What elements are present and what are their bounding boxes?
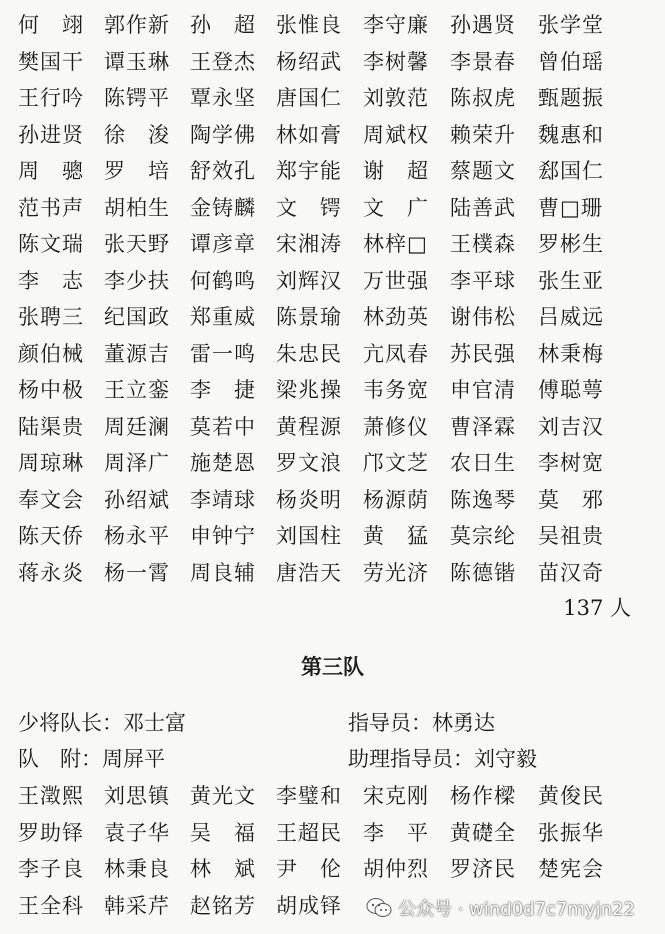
roster-name: 袁子华 [104, 820, 170, 845]
roster-row [18, 816, 638, 850]
roster-name: 林劲英 [363, 305, 429, 329]
roster-name: 金铸麟 [190, 195, 256, 220]
roster-name: 莫宗纶 [450, 524, 516, 548]
roster-name: 陈逸琴 [450, 487, 516, 512]
roster-name: 吴 福 [190, 820, 256, 845]
roster-row [18, 556, 638, 590]
total-count: 137 人 [563, 596, 631, 620]
roster-name: 杨作樑 [450, 784, 516, 808]
roster-name: 林梓□ [363, 232, 428, 256]
roster-row [18, 410, 638, 444]
roster-row [18, 45, 638, 79]
roster-name: 唐国仁 [276, 86, 342, 110]
roster-name: 纪国政 [104, 305, 170, 329]
roster-row [18, 154, 638, 188]
roster-name: 黄光文 [190, 784, 256, 808]
roster-name: 何鹤鸣 [190, 268, 256, 293]
roster-row [18, 852, 638, 886]
roster-name: 张聘三 [18, 305, 84, 329]
roster-name: 李 志 [18, 268, 84, 293]
roster-row [18, 519, 638, 553]
roster-name: 曹□珊 [538, 195, 603, 220]
roster-name: 郑宇能 [276, 159, 342, 183]
roster-name: 甄题振 [538, 86, 604, 110]
roster-name: 林秉良 [104, 857, 170, 881]
roster-name: 王全科 [18, 893, 84, 918]
roster-name: 劳光济 [363, 560, 429, 585]
roster-row [18, 483, 638, 517]
roster-name: 刘吉汉 [538, 414, 604, 439]
roster-name: 宋克刚 [363, 784, 429, 808]
roster-name: 王立銮 [104, 378, 170, 402]
roster-name: 范书声 [18, 195, 84, 220]
roster-name: 孙 超 [190, 13, 256, 37]
roster-name: 李靖球 [190, 487, 256, 512]
roster-name: 亢凤春 [363, 341, 429, 366]
roster-name: 张天野 [104, 232, 170, 256]
section-title: 第三队 [301, 655, 364, 679]
roster-name: 傅聪萼 [538, 378, 604, 402]
roster-name: 孙进贤 [18, 122, 84, 147]
roster-name: 陆善武 [450, 195, 516, 220]
roster-name: 尹 伦 [276, 857, 342, 881]
officer-assistant-instructor: 助理指导员：刘守毅 [348, 747, 537, 771]
roster-name: 邝文芝 [363, 451, 429, 475]
roster-name: 陶学佛 [190, 122, 256, 147]
roster-name: 周 骢 [18, 159, 84, 183]
roster-name: 林秉梅 [538, 341, 604, 366]
roster-name: 张惟良 [276, 13, 342, 37]
roster-name: 李 捷 [190, 378, 256, 402]
roster-name: 徐 浚 [104, 122, 170, 147]
watermark-text: 公众号 · wind0d7c7myjn22 [398, 899, 635, 920]
roster-row [18, 373, 638, 407]
watermark [366, 890, 656, 926]
roster-name: 罗彬生 [538, 232, 604, 256]
roster-row [18, 779, 638, 813]
roster-name: 周斌权 [363, 122, 429, 147]
roster-name: 颜伯械 [18, 341, 84, 366]
roster-name: 莫若中 [190, 414, 256, 439]
roster-row [18, 118, 638, 152]
roster-name: 魏惠和 [538, 122, 604, 147]
roster-name: 陈文瑞 [18, 232, 84, 256]
roster-name: 胡仲烈 [363, 857, 429, 881]
roster-row [18, 81, 638, 115]
roster-name: 吕威远 [538, 305, 604, 329]
roster-name: 韩采芹 [104, 893, 170, 918]
roster-name: 周泽广 [104, 451, 170, 475]
roster-name: 刘思镇 [104, 784, 170, 808]
roster-name: 农日生 [450, 451, 516, 475]
roster-name: 雷一鸣 [190, 341, 256, 366]
roster-name: 林如膏 [276, 122, 342, 147]
roster-name: 谢 超 [363, 159, 429, 183]
roster-name: 杨一霄 [104, 560, 170, 585]
wechat-icon [366, 897, 392, 919]
roster-name: 曾伯瑶 [538, 49, 604, 74]
roster-name: 文 广 [363, 195, 429, 220]
roster-name: 韦务宽 [363, 378, 429, 402]
roster-name: 郄国仁 [538, 159, 604, 183]
roster-name: 王樸森 [450, 232, 516, 256]
roster-name: 施楚恩 [190, 451, 256, 475]
roster-name: 张生亚 [538, 268, 604, 293]
officer-leader: 少将队长：邓士富 [18, 711, 186, 735]
roster-name: 万世强 [363, 268, 429, 293]
roster-name: 苗汉奇 [538, 560, 604, 585]
roster-name: 杨中极 [18, 378, 84, 402]
roster-row [18, 446, 638, 480]
roster-name: 林 斌 [190, 857, 256, 881]
roster-name: 蒋永炎 [18, 560, 84, 585]
roster-row [18, 300, 638, 334]
roster-row [18, 264, 638, 298]
roster-name: 孙绍斌 [104, 487, 170, 512]
roster-name: 董源吉 [104, 341, 170, 366]
roster-name: 陈叔虎 [450, 86, 516, 110]
roster-name: 王登杰 [190, 49, 256, 74]
roster-name: 朱忠民 [276, 341, 342, 366]
roster-name: 郭作新 [104, 13, 170, 37]
roster-name: 陆渠贵 [18, 414, 84, 439]
roster-name: 王行吟 [18, 86, 84, 110]
roster-name: 郑重威 [190, 305, 256, 329]
roster-name: 李少扶 [104, 268, 170, 293]
roster-name: 谭彦章 [190, 232, 256, 256]
roster-name: 张学堂 [538, 13, 604, 37]
roster-name: 罗文浪 [276, 451, 342, 475]
roster-name: 文 锷 [276, 195, 342, 220]
roster-name: 刘辉汉 [276, 268, 342, 293]
roster-name: 谢伟松 [450, 305, 516, 329]
roster-row [18, 191, 638, 225]
roster-name: 刘敦范 [363, 86, 429, 110]
roster-name: 李景春 [450, 49, 516, 74]
roster-name: 李树宽 [538, 451, 604, 475]
roster-row [18, 337, 638, 371]
roster-name: 陈锷平 [104, 86, 170, 110]
roster-name: 李守廉 [363, 13, 429, 37]
roster-row [18, 8, 638, 42]
roster-name: 刘国柱 [276, 524, 342, 548]
roster-name: 杨绍武 [276, 49, 342, 74]
roster-name: 楚宪会 [538, 857, 604, 881]
roster-name: 孙遇贤 [450, 13, 516, 37]
roster-name: 陈德锴 [450, 560, 516, 585]
roster-name: 舒效孔 [190, 159, 256, 183]
roster-name: 谭玉琳 [104, 49, 170, 74]
roster-name: 苏民强 [450, 341, 516, 366]
roster-name: 周琼琳 [18, 451, 84, 475]
roster-name: 胡成铎 [276, 893, 342, 918]
roster-name: 李璧和 [276, 784, 342, 808]
roster-name: 杨永平 [104, 524, 170, 548]
roster-name: 黄礎全 [450, 820, 516, 845]
roster-name: 申钟宁 [190, 524, 256, 548]
officer-instructor: 指导员：林勇达 [348, 711, 495, 735]
roster-name: 宋湘涛 [276, 232, 342, 256]
roster-name: 李子良 [18, 857, 84, 881]
roster-name: 陈天侨 [18, 524, 84, 548]
roster-name: 罗助铎 [18, 820, 84, 845]
roster-name: 梁兆操 [276, 378, 342, 402]
roster-name: 黄程源 [276, 414, 342, 439]
roster-name: 周良辅 [190, 560, 256, 585]
roster-name: 张振华 [538, 820, 604, 845]
roster-name: 罗 培 [104, 159, 170, 183]
roster-name: 杨炎明 [276, 487, 342, 512]
roster-name: 赵铭芳 [190, 893, 256, 918]
roster-name: 李平球 [450, 268, 516, 293]
roster-row [18, 227, 638, 261]
roster-name: 黄俊民 [538, 784, 604, 808]
roster-name: 王超民 [276, 820, 342, 845]
roster-name: 陈景瑜 [276, 305, 342, 329]
roster-name: 周廷澜 [104, 414, 170, 439]
roster-name: 樊国干 [18, 49, 84, 74]
roster-name: 吴祖贵 [538, 524, 604, 548]
roster-name: 黄 猛 [363, 524, 429, 548]
roster-name: 李 平 [363, 820, 429, 845]
roster-name: 杨源荫 [363, 487, 429, 512]
roster-name: 李树馨 [363, 49, 429, 74]
roster-name: 王澂熙 [18, 784, 84, 808]
roster-name: 唐浩天 [276, 560, 342, 585]
roster-name: 申官清 [450, 378, 516, 402]
roster-name: 曹泽霖 [450, 414, 516, 439]
roster-name: 蔡题文 [450, 159, 516, 183]
roster-name: 萧修仪 [363, 414, 429, 439]
roster-name: 赖荣升 [450, 122, 516, 147]
roster-name: 何 翊 [18, 13, 84, 37]
roster-name: 罗济民 [450, 857, 516, 881]
roster-name: 胡柏生 [104, 195, 170, 220]
roster-name: 奉文会 [18, 487, 84, 512]
roster-name: 莫 邪 [538, 487, 604, 512]
roster-name: 覃永坚 [190, 86, 256, 110]
officer-adjutant: 队 附：周屏平 [18, 747, 165, 771]
